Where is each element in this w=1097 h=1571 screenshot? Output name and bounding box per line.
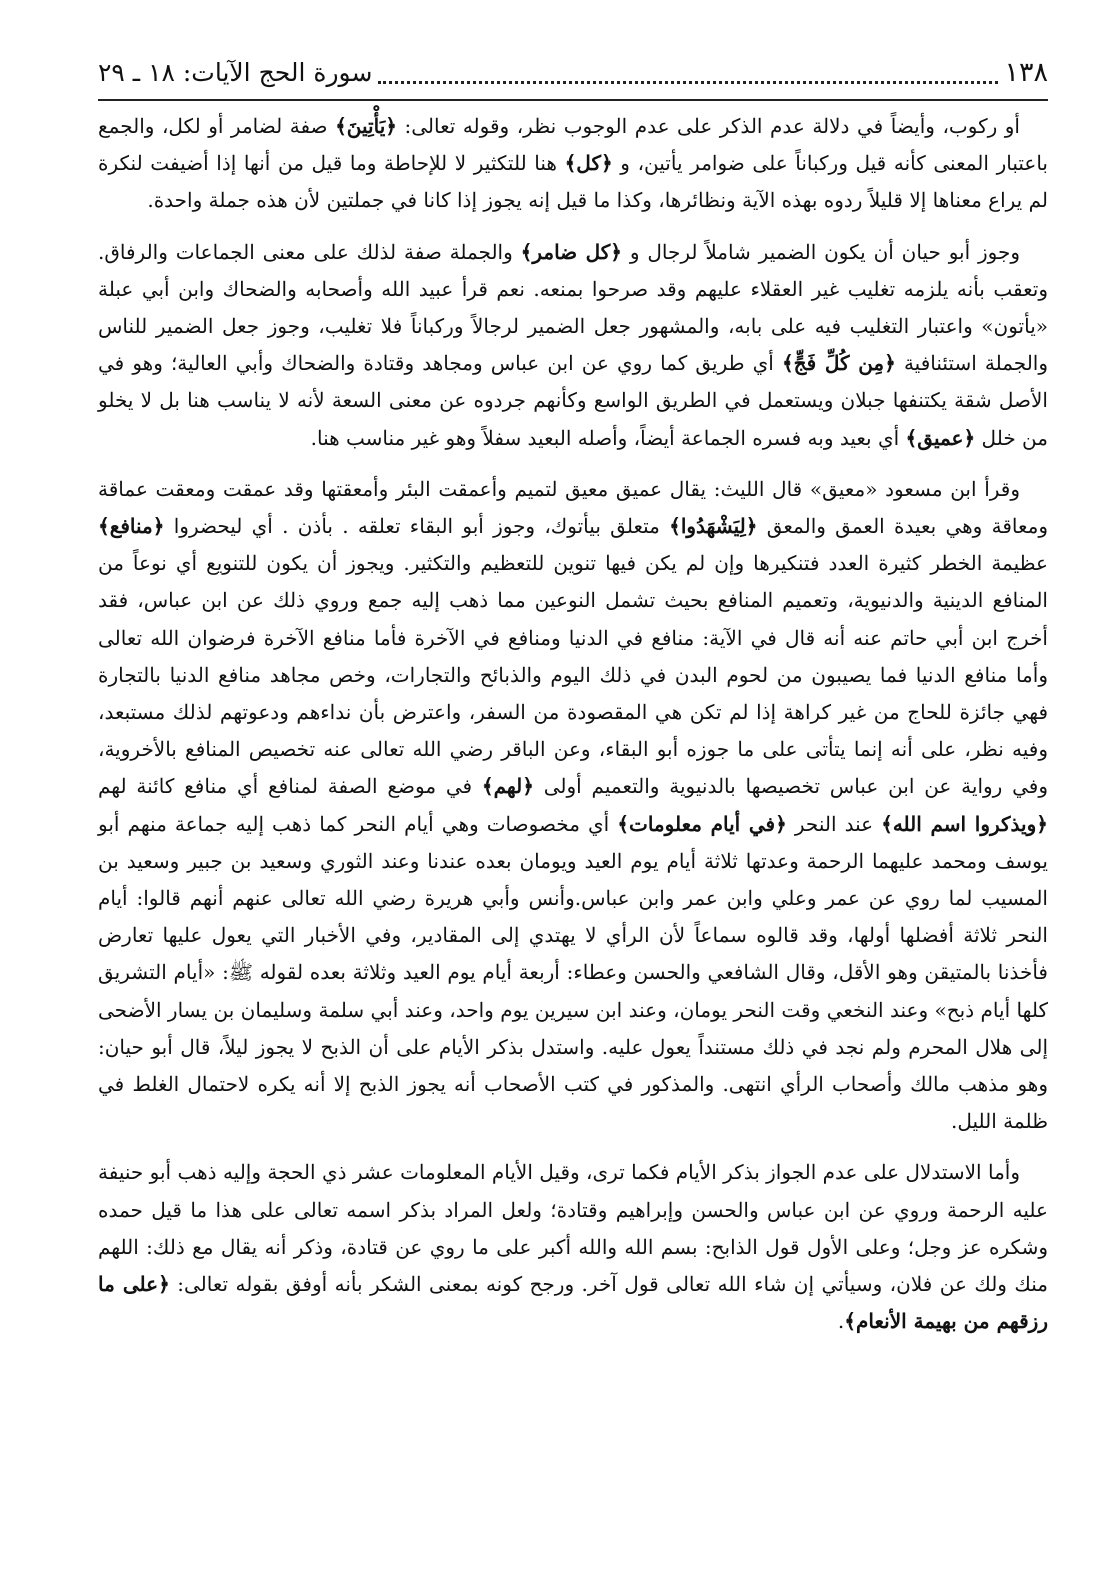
body-text bbox=[98, 108, 1048, 1341]
text-run: وجوز أبو حيان أن يكون الضمير شاملاً لرجال و bbox=[622, 239, 1021, 264]
quranic-quote: ﴿مِن كُلِّ فَجٍّ﴾ bbox=[781, 351, 896, 376]
paragraph bbox=[98, 471, 1048, 1141]
text-run: أي طريق كما روي عن ابن عباس ومجاهد وقتادة والضحاك وأبي العالية؛ وهو في الأصل شقة يكتنفها جبلان ويستعمل في الطريق الواسع وكأنهم جردوه عن معنى السعة لأنه لا يناسب هنا بل لا يخلو من خلل bbox=[98, 351, 1048, 450]
quranic-quote: ﴿ويذكروا اسم الله﴾ bbox=[881, 811, 1048, 836]
text-run: وأما الاستدلال على عدم الجواز بذكر الأيام فكما ترى، وقيل الأيام المعلومات عشر ذي الحجة وإليه ذهب أبو حنيفة عليه الرحمة وروي عن ابن عباس والحسن وإبراهيم وقتادة؛ ولعل المراد بذكر اسمه تعالى على هذا ما قيل حمده وشكره عز وجل؛ وعلى الأول قول الذابح: بسم الله والله أكبر على ما روي عن قتادة، وذكر أنه يقال مع ذلك: اللهم منك ولك عن فلان، وسيأتي إن شاء الله تعالى قول آخر. ورجح كونه بمعنى الشكر بأنه أوفق بقوله تعالى: bbox=[98, 1160, 1048, 1297]
text-run: هنا للتكثير لا للإحاطة وما قيل من أنها إذا أضيفت لنكرة لم يراع معناها إلا قليلاً ردوه بهذه الآية ونظائرها، وكذا ما قيل إنه يجوز إذا كانا في جملتين لأن هذه جملة واحدة. bbox=[98, 151, 1048, 213]
header-dotted-leader bbox=[378, 80, 998, 84]
text-run: أي بعيد وبه فسره الجماعة أيضاً، وأصله البعيد سفلاً وهو غير مناسب هنا. bbox=[310, 425, 906, 450]
quranic-quote: ﴿منافع﴾ bbox=[98, 514, 165, 539]
paragraph bbox=[98, 234, 1048, 457]
quranic-quote: ﴿كل ضامر﴾ bbox=[520, 239, 623, 264]
text-run: والجملة صفة لذلك على معنى الجماعات والرفاق. وتعقب بأنه يلزمه تغليب غير العقلاء عليهم وقد صرحوا بمنعه. نعم قرأ عبيد الله وأصحابه والضحاك وابن أبي عبلة «يأتون» واعتبار التغليب فيه على بابه، والمشهور جعل الضمير لرجالاً وركباناً فلا تغليب، وجوز جعل الضمير للناس والجملة استئنافية bbox=[98, 239, 1048, 376]
text-run: أي مخصوصات وهي أيام النحر كما ذهب إليه جماعة منهم أبو يوسف ومحمد عليهما الرحمة وعدتها ثلاثة أيام يوم العيد ويومان بعده عندنا وعند الثوري وسعيد بن جبير وسعيد بن المسيب لما روي عن عمر وعلي وابن عمر وابن عباس.وأنس وأبي هريرة رضي الله تعالى عنهم أنهم قالوا: أيام النحر ثلاثة أفضلها أولها، وقد قالوه سماعاً لأن الرأي لا يهتدي إلى المقادير، وفي الأخبار التي يعول عليها تعارض فأخذنا بالمتيقن وهو الأقل، وقال الشافعي والحسن وعطاء: أربعة أيام يوم العيد وثلاثة بعده لقوله ﷺ: «أيام التشريق كلها أيام ذبح» وعند النخعي وقت النحر يومان، وعند ابن سيرين يوم واحد، وعند أبي سلمة وسليمان بن يسار الأضحى إلى هلال المحرم ولم نجد في ذلك مستنداً يعول عليه. واستدل بذكر الأيام على أن الذبح لا يجوز ليلاً، قال أبو حيان: وهو مذهب مالك وأصحاب الرأي انتهى. والمذكور في كتب الأصحاب أنه يجوز الذبح إلا أنه يكره لاحتمال الغلط في ظلمة الليل. bbox=[98, 811, 1049, 1134]
quranic-quote: ﴿عميق﴾ bbox=[905, 425, 976, 450]
quranic-quote: ﴿في أيام معلومات﴾ bbox=[617, 811, 787, 836]
text-run: متعلق بيأتوك، وجوز أبو البقاء تعلقه . بأذن . أي ليحضروا bbox=[164, 514, 670, 539]
text-run: . bbox=[837, 1309, 845, 1334]
text-run: صفة لضامر أو لكل، والجمع باعتبار المعنى كأنه قيل وركباناً على ضوامر يأتين، و bbox=[98, 114, 1048, 176]
quranic-quote: ﴿لهم﴾ bbox=[481, 774, 534, 799]
quranic-quote: ﴿كل﴾ bbox=[564, 151, 613, 176]
text-run: عند النحر bbox=[786, 811, 882, 836]
paragraph bbox=[98, 1154, 1048, 1340]
text-run: أو ركوب، وأيضاً في دلالة عدم الذكر على عدم الوجوب نظر، وقوله تعالى: bbox=[397, 114, 1020, 138]
text-run: في موضع الصفة لمنافع أي منافع كائنة لهم bbox=[98, 774, 482, 799]
paragraph bbox=[98, 108, 1048, 220]
page-header bbox=[98, 50, 1048, 96]
quranic-quote: ﴿على ما رزقهم من بهيمة الأنعام﴾ bbox=[98, 1272, 1048, 1334]
quranic-quote: ﴿يَأْتِينَ﴾ bbox=[335, 114, 397, 138]
text-run: وقرأ ابن مسعود «معيق» قال الليث: يقال عميق معيق لتميم وأعمقت البئر وأمعقتها وقد عمقت ومعقت عماقة ومعاقة وهي بعيدة العمق والمعق bbox=[98, 476, 1048, 539]
running-title: سورة الحج الآيات: ١٨ ـ ٢٩ bbox=[98, 58, 373, 87]
text-run: عظيمة الخطر كثيرة العدد فتنكيرها وإن لم يكن فيها تنوين للتعظيم والتكثير. ويجوز أن يكون للتنويع أي نوعاً من المنافع الدينية والدنيوية، وتعميم المنافع بحيث تشمل النوعين مما ذهب إليه جمع وروي ذلك عن ابن عباس، فقد أخرج ابن أبي حاتم عنه أنه قال في الآية: منافع في الدنيا ومنافع في الآخرة فأما منافع الآخرة فرضوان الله تعالى وأما منافع الدنيا فما يصيبون من لحوم البدن في ذلك اليوم والذبائح والتجارات، وخص مجاهد منافع الدنيا بالتجارة فهي جائزة للحاج من غير كراهة إذا لم تكن هي المقصودة من السفر، واعترض بأن نداءهم ودعوتهم لذلك مستبعد، وفيه نظر، على أنه إنما يتأتى على ما جوزه أبو البقاء، وعن الباقر رضي الله تعالى عنه تخصيص المنافع بالأخروية، وفي رواية عن ابن عباس تخصيصها بالدنيوية والتعميم أولى bbox=[98, 551, 1049, 799]
page-number: ١٣٨ bbox=[1004, 57, 1048, 88]
header-rule bbox=[98, 99, 1048, 101]
quranic-quote: ﴿لِيَشْهَدُوا﴾ bbox=[669, 514, 758, 539]
